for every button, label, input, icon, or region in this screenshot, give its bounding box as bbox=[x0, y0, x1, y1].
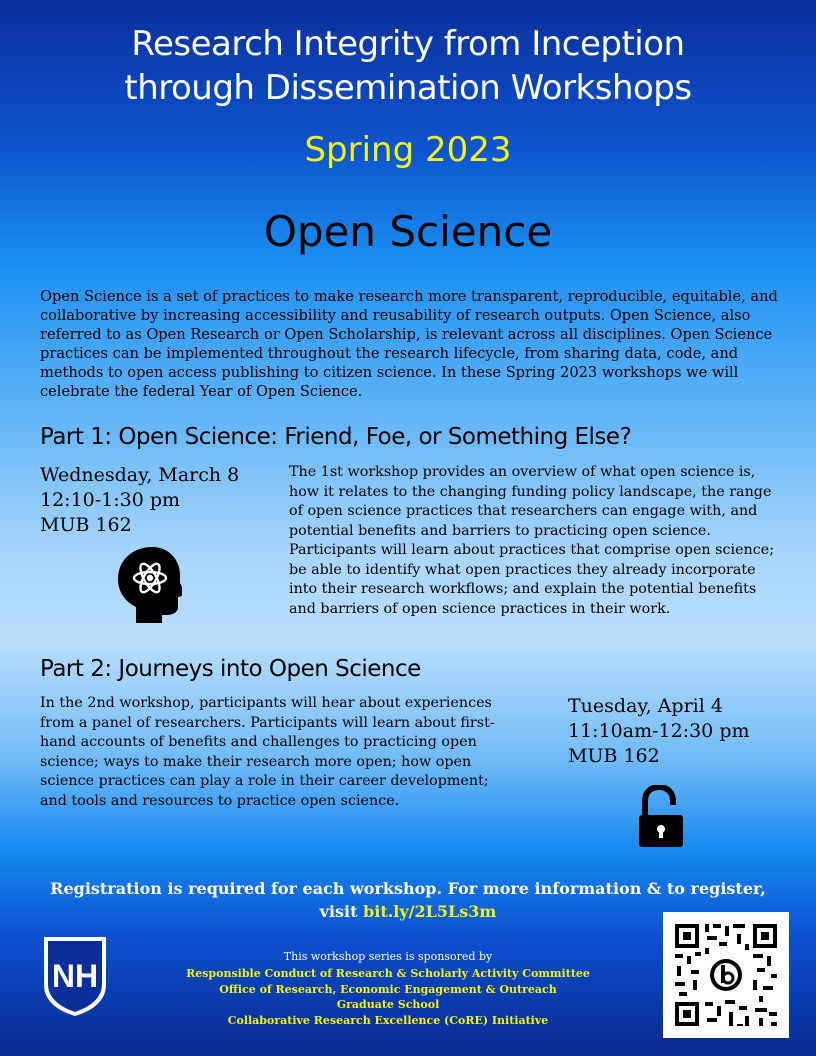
sponsor-item: Collaborative Research Excellence (CoRE) Initiative bbox=[227, 1013, 549, 1027]
part1-time: 12:10-1:30 pm bbox=[40, 489, 181, 511]
part1-heading: Part 1: Open Science: Friend, Foe, or Something Else? bbox=[40, 424, 632, 450]
season-label: Spring 2023 bbox=[304, 130, 512, 170]
part2-when bbox=[568, 694, 788, 769]
part2-time: 11:10am-12:30 pm bbox=[568, 720, 750, 742]
part1-description: The 1st workshop provides an overview of what open science is, how it relates to the changing funding policy landscape, the range of open science practices that researchers can engage with, and potential benefits and barriers to practicing open science. Participants will learn about practices that comprise open science; be able to identify what open practices they already incorporate into their research workflows; and explain the potential benefits and barriers of open science practices in their work. bbox=[289, 464, 775, 617]
part2-description: In the 2nd workshop, participants will hear about experiences from a panel of researchers. Participants will learn about first-hand accounts of benefits and challenges to practicing open science; ways to make their research more open; how open science practices can play a role in their career development; and tools and resources to practice open science. bbox=[40, 695, 495, 809]
topic-heading: Open Science bbox=[263, 207, 553, 256]
sponsor-item: Office of Research, Economic Engagement & Outreach bbox=[219, 982, 557, 996]
open-lock-icon bbox=[637, 785, 685, 849]
sponsor-intro: This workshop series is sponsored by bbox=[283, 950, 493, 963]
title-line-2: through Dissemination Workshops bbox=[124, 68, 692, 108]
part1-when bbox=[40, 463, 280, 538]
sponsor-list bbox=[150, 966, 626, 1028]
registration-link[interactable]: bit.ly/2L5Ls3m bbox=[363, 902, 497, 921]
qr-code-graphic bbox=[663, 912, 789, 1038]
title-line-1: Research Integrity from Inception bbox=[131, 24, 685, 64]
unh-logo bbox=[40, 935, 110, 1017]
intro-paragraph: Open Science is a set of practices to make research more transparent, reproducible, equitable, and collaborative by increasing accessibility and reusability of research outputs. Open Science, also referred to as Open Research or Open Scholarship, is relevant across all disciplines. Open Science practices can be implemented throughout the research lifecycle, from sharing data, code, and methods to open access publishing to citizen science. In these Spring 2023 workshops we will celebrate the federal Year of Open Science. bbox=[40, 288, 778, 400]
sponsor-item: Graduate School bbox=[336, 998, 440, 1011]
part2-heading: Part 2: Journeys into Open Science bbox=[40, 656, 421, 682]
part1-location: MUB 162 bbox=[40, 514, 132, 536]
head-atom-icon bbox=[116, 545, 182, 623]
registration-text: Registration is required for each workshop. For more information & to register, visit bbox=[50, 879, 766, 921]
sponsor-item: Responsible Conduct of Research & Scholarly Activity Committee bbox=[186, 967, 590, 980]
qr-code[interactable] bbox=[663, 912, 789, 1038]
part1-date: Wednesday, March 8 bbox=[40, 464, 240, 486]
part2-location: MUB 162 bbox=[568, 745, 660, 767]
part2-date: Tuesday, April 4 bbox=[568, 695, 723, 717]
svg-text:NH: NH bbox=[51, 958, 99, 994]
